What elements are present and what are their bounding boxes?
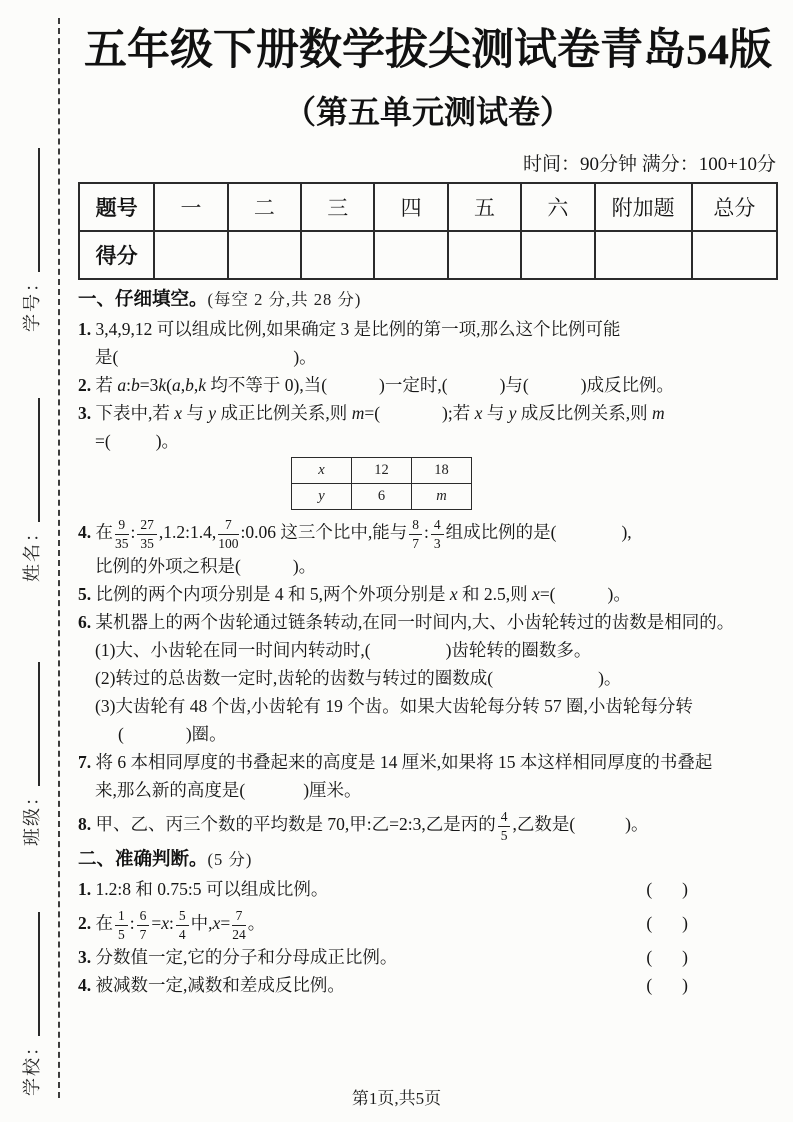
question-line: 比例的外项之积是( )。 <box>95 556 317 577</box>
fraction-numerator: 7 <box>218 517 238 535</box>
margin-field-line <box>38 912 40 1036</box>
fraction-denominator: 24 <box>232 926 246 942</box>
answer-blank <box>245 795 303 796</box>
math-variable: y <box>318 488 325 505</box>
answer-blank <box>241 571 293 572</box>
bold-text: 3. <box>78 947 92 968</box>
question-line: 2. 若 a:b=3k(a,b,k 均不等于 0),当( )一定时,( )与( )成反比例。 <box>78 375 675 396</box>
fraction <box>498 809 511 843</box>
math-variable: k <box>198 375 207 396</box>
margin-field-label: 班级： <box>22 786 42 846</box>
answer-blank <box>327 390 379 391</box>
bold-text: 4. <box>78 522 92 543</box>
section-header <box>78 844 778 875</box>
score-empty-cell <box>154 231 227 279</box>
question-line: 来,那么新的高度是( )厘米。 <box>95 780 362 801</box>
bold-text: 二、准确判断。 <box>78 848 208 870</box>
question-line: (1)大、小齿轮在同一时间内转动时,( )齿轮转的圈数多。 <box>95 640 592 661</box>
margin-field <box>14 340 44 582</box>
bold-text: 8. <box>78 814 92 835</box>
bold-text: 1. <box>78 879 92 900</box>
fraction-denominator: 5 <box>118 926 125 942</box>
question-line: 1. 3,4,9,12 可以组成比例,如果确定 3 是比例的第一项,那么这个比例可能 <box>78 319 621 340</box>
math-variable: x <box>474 403 483 424</box>
judgement-row <box>78 943 778 971</box>
fraction <box>137 517 157 551</box>
fraction-numerator: 6 <box>137 908 150 926</box>
answer-brackets: ( ) <box>646 947 688 968</box>
xy-table-cell: 18 <box>412 458 472 484</box>
answer-blank <box>556 599 608 600</box>
score-table-column-header: 五 <box>448 183 521 231</box>
judgement-text: 3. 分数值一定,它的分子和分母成正比例。 <box>78 947 398 968</box>
math-variable: x <box>174 403 183 424</box>
fraction-denominator: 100 <box>218 535 239 551</box>
answer-blank <box>652 990 682 991</box>
math-variable: x <box>212 913 221 934</box>
bold-text: 7. <box>78 752 92 773</box>
score-empty-cell <box>448 231 521 279</box>
question-line: 8. 甲、乙、丙三个数的平均数是 70,甲:乙=2:3,乙是丙的 $\frac{4}{5}$ ,乙数是( )。 <box>78 809 649 843</box>
answer-brackets: ( ) <box>646 879 688 900</box>
xy-table-cell <box>292 484 352 510</box>
bold-text: 4. <box>78 975 92 996</box>
answer-blank <box>652 894 682 895</box>
judgement-text: 4. 被减数一定,减数和差成反比例。 <box>78 975 345 996</box>
xy-table-cell <box>412 484 472 510</box>
fraction-numerator: 8 <box>409 517 422 535</box>
fraction-denominator: 35 <box>140 535 154 551</box>
bold-text: 一、仔细填空。 <box>78 288 208 310</box>
xy-value-table <box>291 457 472 510</box>
score-table-column-header: 一 <box>154 183 227 231</box>
xy-table-cell: 6 <box>352 484 412 510</box>
question-line: ( )圈。 <box>118 724 227 745</box>
fraction-numerator: 27 <box>137 517 157 535</box>
answer-blank <box>124 739 186 740</box>
bold-text: 3. <box>78 403 92 424</box>
fraction-denominator: 35 <box>115 535 129 551</box>
math-variable: m <box>351 403 365 424</box>
fraction-numerator: 4 <box>498 809 511 827</box>
fraction <box>137 908 150 942</box>
score-table-header-row <box>79 183 777 231</box>
question-line: 4. 在 $\frac{9}{35}$ : $\frac{27}{35}$ ,1.2:1.4, $\frac{7}{100}$ :0.06 这三个比中,能与 $\frac{8}{7}$ : $\frac{4}{3}$ 组成比例的是( ), <box>78 517 632 551</box>
bold-text: 1. <box>78 319 92 340</box>
score-empty-cell <box>301 231 374 279</box>
judgement-text: 1. 1.2:8 和 0.75:5 可以组成比例。 <box>78 879 329 900</box>
judgement-row <box>78 875 778 903</box>
math-variable: b <box>131 375 140 396</box>
margin-field-line <box>38 398 40 522</box>
score-empty-cell <box>228 231 301 279</box>
score-table-corner: 题号 <box>79 183 154 231</box>
fraction-denominator: 5 <box>500 827 508 843</box>
margin-field-line <box>38 662 40 786</box>
score-table <box>78 182 778 280</box>
judgement-text: 2. 在 $\frac{1}{5}$ : $\frac{6}{7}$ =x: $\frac{5}{4}$ 中,x= $\frac{7}{24}$ 。 <box>78 908 266 942</box>
paper-subtitle: （第五单元测试卷） <box>283 94 572 131</box>
question-line: (2)转过的总齿数一定时,齿轮的齿数与转过的圈数成( )。 <box>95 668 622 689</box>
section-note: (5 分) <box>207 850 253 870</box>
margin-fold-line <box>58 18 60 1098</box>
answer-blank <box>380 418 442 419</box>
math-variable: x <box>318 462 325 479</box>
page-footer: 第1页,共5页 <box>351 1089 442 1108</box>
score-table-score-row <box>79 231 777 279</box>
answer-blank <box>575 829 625 830</box>
bold-text: 2. <box>78 913 92 934</box>
score-label-cell: 得分 <box>79 231 154 279</box>
xy-table-cell: 12 <box>352 458 412 484</box>
fraction <box>431 517 444 551</box>
paper-content <box>78 0 778 999</box>
answer-blank <box>111 446 156 447</box>
bold-text: 5. <box>78 584 92 605</box>
xy-table-row <box>292 484 472 510</box>
question-line: 7. 将 6 本相同厚度的书叠起来的高度是 14 厘米,如果将 15 本这样相同厚度的书叠起 <box>78 752 713 773</box>
fraction <box>176 908 189 942</box>
fraction-numerator: 1 <box>115 908 128 926</box>
fraction <box>218 517 238 551</box>
math-variable: y <box>508 403 517 424</box>
score-table-column-header: 总分 <box>692 183 777 231</box>
math-variable: k <box>158 375 167 396</box>
answer-brackets: ( ) <box>646 975 688 996</box>
fraction-denominator: 3 <box>433 535 441 551</box>
fraction <box>115 908 128 942</box>
score-table-column-header: 六 <box>521 183 594 231</box>
fraction-numerator: 5 <box>176 908 189 926</box>
answer-blank <box>652 928 682 929</box>
score-empty-cell <box>374 231 447 279</box>
math-variable: x <box>532 584 540 605</box>
fraction-denominator: 7 <box>139 926 147 942</box>
paper-title: 五年级下册数学拔尖测试卷青岛54版 <box>84 27 772 74</box>
answer-blank <box>448 390 500 391</box>
answer-blank <box>529 390 581 391</box>
xy-table-cell <box>292 458 352 484</box>
margin-field <box>14 90 44 332</box>
fraction-denominator: 4 <box>178 926 186 942</box>
fraction-numerator: 9 <box>115 517 129 535</box>
question-line: (3)大齿轮有 48 个齿,小齿轮有 19 个齿。如果大齿轮每分转 57 圈,小齿轮每分转 <box>95 696 693 717</box>
answer-blank <box>556 537 621 538</box>
section-header <box>78 284 778 315</box>
margin-field-label: 学号： <box>22 272 42 332</box>
answer-blank <box>118 362 293 363</box>
margin-field-line <box>38 148 40 272</box>
answer-blank <box>371 655 446 656</box>
math-variable: x <box>449 584 458 605</box>
margin-field-label: 学校： <box>22 1036 42 1096</box>
margin-field <box>14 854 44 1096</box>
math-variable: a <box>117 375 127 396</box>
judgement-row <box>78 971 778 999</box>
fraction-denominator: 7 <box>412 535 419 551</box>
score-table-column-header: 附加题 <box>595 183 692 231</box>
fraction <box>232 908 246 942</box>
answer-blank <box>652 962 682 963</box>
answer-brackets: ( ) <box>646 913 688 934</box>
question-line: 3. 下表中,若 x 与 y 成正比例关系,则 m=( );若 x 与 y 成反比例关系,则 m <box>78 403 665 424</box>
score-table-column-header: 二 <box>228 183 301 231</box>
math-variable: x <box>161 913 170 934</box>
fraction-numerator: 4 <box>431 517 444 535</box>
question-blocks <box>78 284 778 999</box>
question-line: 5. 比例的两个内项分别是 4 和 5,两个外项分别是 x 和 2.5,则 x=( )。 <box>78 584 631 605</box>
exam-meta: 时间：90分钟 满分：100+10分 <box>523 154 776 176</box>
fraction <box>409 517 422 551</box>
question-line: 6. 某机器上的两个齿轮通过链条转动,在同一时间内,大、小齿轮转过的齿数是相同的。 <box>78 612 735 633</box>
score-table-column-header: 三 <box>301 183 374 231</box>
score-empty-cell <box>521 231 594 279</box>
bold-text: 2. <box>78 375 92 396</box>
bold-text: 6. <box>78 612 92 633</box>
fraction <box>115 517 129 551</box>
math-variable: y <box>208 403 217 424</box>
math-variable: m <box>436 488 447 505</box>
section-note: (每空 2 分,共 28 分) <box>207 290 362 310</box>
math-variable: b <box>185 375 194 396</box>
question-line: =( )。 <box>95 431 180 452</box>
margin-field-label: 姓名： <box>22 522 42 582</box>
answer-blank <box>493 683 598 684</box>
margin-field <box>14 604 44 846</box>
question-line: 是( )。 <box>95 347 317 368</box>
xy-table-row <box>292 458 472 484</box>
math-variable: m <box>652 403 665 424</box>
judgement-row <box>78 903 778 943</box>
score-empty-cell <box>595 231 692 279</box>
math-variable: a <box>171 375 181 396</box>
score-table-column-header: 四 <box>374 183 447 231</box>
score-empty-cell <box>692 231 777 279</box>
fraction-numerator: 7 <box>232 908 246 926</box>
